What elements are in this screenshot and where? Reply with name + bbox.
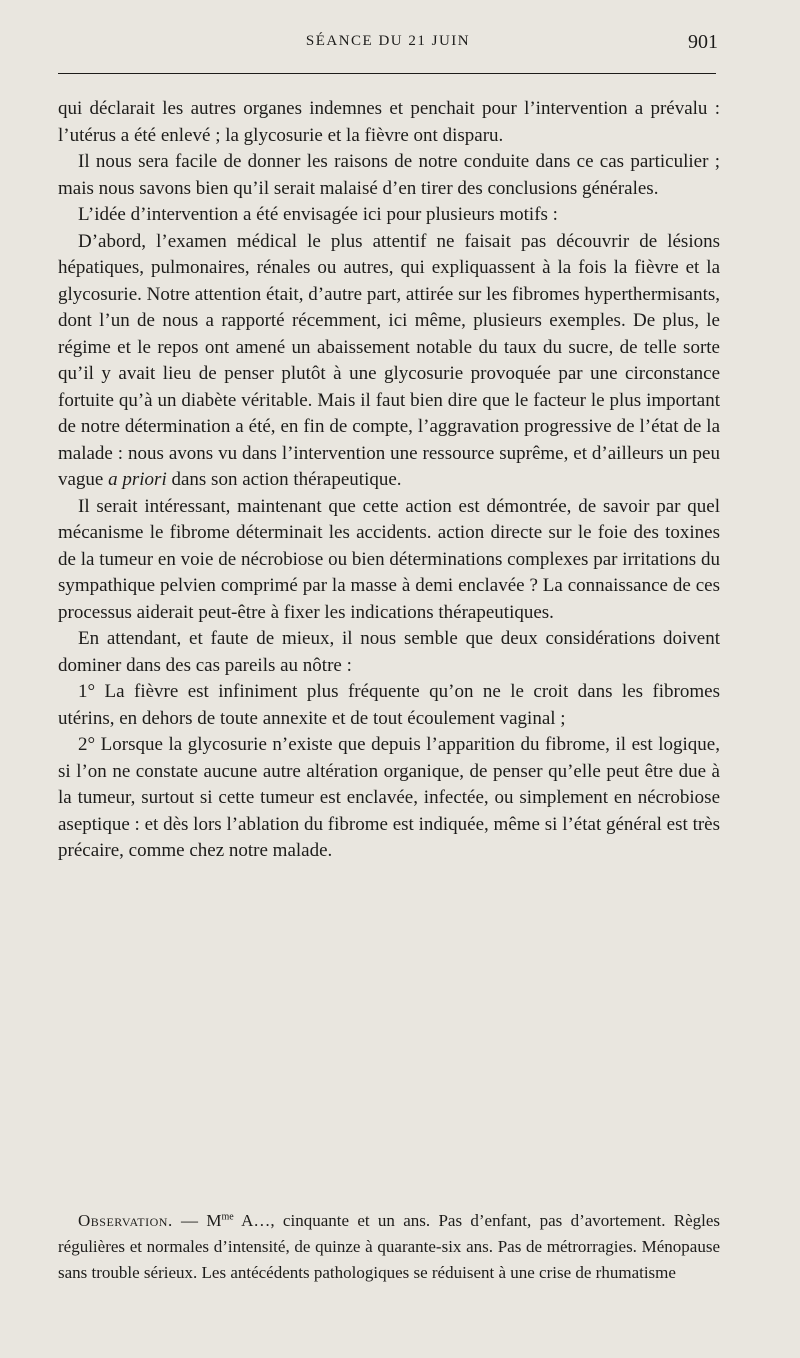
paragraph: En attendant, et faute de mieux, il nous semble que deux considérations doivent dominer dans des cas pareils au nôtre : <box>58 628 720 676</box>
paragraph: 2° Lorsque la glycosurie n’existe que depuis l’apparition du fibrome, il est logique, si l’on ne constate aucune autre altération organique, de penser qu’elle peut être due à la tumeur, surtout si cette tumeur est enclavée, infectée, ou simplement en nécrobiose aseptique : et dès lors l’ablation du fibrome est indiquée, même si l’état général est très précaire, comme chez notre malade. <box>58 734 720 861</box>
observation-madame-sup: me <box>221 1211 234 1223</box>
body-text <box>58 96 720 865</box>
paragraph-text: dans son action thérapeutique. <box>171 469 402 490</box>
italic-phrase: a priori <box>108 469 167 490</box>
paragraph: Il serait intéressant, maintenant que cette action est démontrée, de savoir par quel mécanisme le fibrome déterminait les accidents. action directe sur le foie des toxines de la tumeur en voie de nécrobiose ou bien déterminations complexes par irritations du sympathique pelvien comprimé par la masse à demi enclavée ? La connaissance de ces processus aiderait peut-être à fixer les indications thérapeutiques. <box>58 495 720 623</box>
paragraph: qui déclarait les autres organes indemnes et penchait pour l’intervention a prévalu : l’utérus a été enlevé ; la glycosurie et la fièvre ont disparu. <box>58 98 720 146</box>
observation-dash: — <box>181 1211 199 1230</box>
running-header <box>58 33 718 59</box>
paragraph: Il nous sera facile de donner les raisons de notre conduite dans ce cas particulier ; mais nous savons bien qu’il serait malaisé d’en tirer des conclusions générales. <box>58 151 720 199</box>
paragraph: 1° La fièvre est infiniment plus fréquente qu’on ne le croit dans les fibromes utérins, en dehors de toute annexite et de tout écoulement vaginal ; <box>58 681 720 729</box>
page-number: 901 <box>688 31 718 53</box>
observation-madame: M <box>206 1211 222 1230</box>
observation-label: Observation. <box>78 1211 173 1230</box>
header-rule <box>58 73 716 74</box>
observation-text: A…, cinquante et un ans. Pas d’enfant, pas d’avortement. Règles régulières et normales d’intensité, de quinze à quarante-six ans. Pas de métrorragies. Ménopause sans trouble sérieux. Les antécédents pathologiques se réduisent à une crise de rhumatisme <box>58 1211 721 1282</box>
paragraph-text: D’abord, l’examen médical le plus attentif ne faisait pas découvrir de lésions hépatiques, pulmonaires, rénales ou autres, qui expliquassent à la fois la fièvre et la glycosurie. Notre attention était, d’autre part, attirée sur les fibromes hyperthermisants, dont l’un de nous a rapporté récemment, ici même, plusieurs exemples. De plus, le régime et le repos ont amené un abaissement notable du taux du sucre, de telle sorte qu’il y avait lieu de penser plutôt à une glycosurie provoquée par une circonstance fortuite qu’à un diabète véritable. Mais il faut bien dire que le facteur le plus important de notre détermination a été, en fin de compte, l’aggravation progressive de l’état de la malade : nous avons vu dans l’intervention une ressource suprême, et d’ailleurs un peu vague <box>58 230 720 490</box>
paragraph: L’idée d’intervention a été envisagée ici pour plusieurs motifs : <box>78 204 558 225</box>
header-title: SÉANCE DU 21 JUIN <box>305 33 471 49</box>
observation-block <box>58 1208 720 1286</box>
paragraph <box>58 229 720 494</box>
